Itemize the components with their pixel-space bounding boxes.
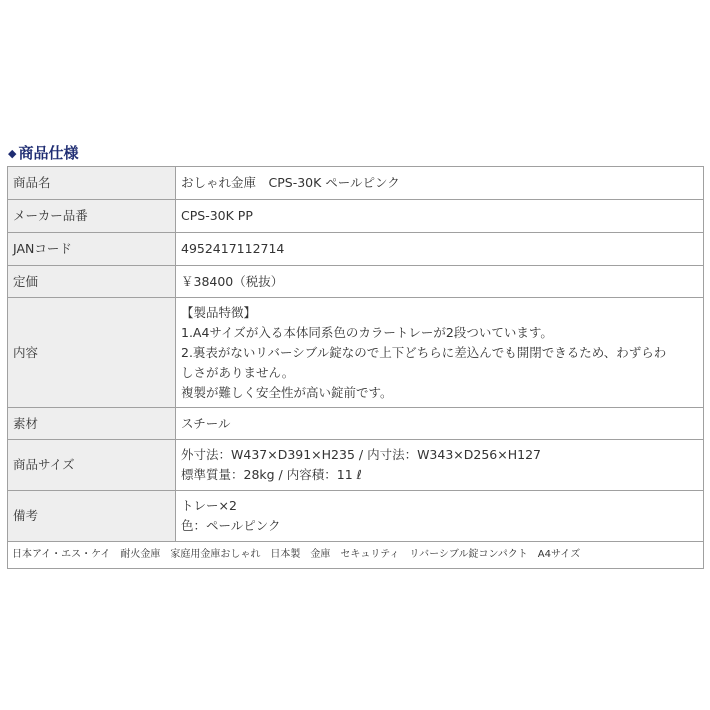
row-label: 商品名 <box>8 167 176 200</box>
row-value <box>176 440 704 491</box>
table-row-remarks <box>8 491 704 542</box>
value-line: しさがありません。 <box>181 364 295 380</box>
table-row-tags <box>8 542 704 569</box>
row-value <box>176 167 704 200</box>
row-value <box>176 298 704 408</box>
tag-keywords: 日本アイ・エス・ケイ 耐火金庫 家庭用金庫おしゃれ 日本製 金庫 セキュリティ リバーシブル錠コンパクト A4サイズ <box>8 542 704 569</box>
table-row-product-name <box>8 167 704 200</box>
row-label: 素材 <box>8 408 176 440</box>
row-label: 備考 <box>8 491 176 542</box>
value-line: トレー×2 <box>181 498 237 513</box>
row-value <box>176 233 704 266</box>
row-value <box>176 408 704 440</box>
diamond-bullet-icon: ◆ <box>8 147 17 160</box>
table-row-jan-code <box>8 233 704 266</box>
row-value <box>176 200 704 233</box>
table-row-model-number <box>8 200 704 233</box>
value-line: CPS-30K PP <box>181 208 253 223</box>
value-line: 色：ペールピンク <box>181 518 281 533</box>
row-label: 内容 <box>8 298 176 408</box>
spec-table <box>7 166 704 569</box>
value-line: 1.A4サイズが入る本体同系色のカラートレーが2段ついています。 <box>181 324 553 340</box>
row-value <box>176 266 704 298</box>
row-label: 定価 <box>8 266 176 298</box>
section-title: 商品仕様 <box>18 144 79 162</box>
section-heading <box>8 141 78 165</box>
table-row-contents <box>8 298 704 408</box>
table-row-material <box>8 408 704 440</box>
row-label: JANコード <box>8 233 176 266</box>
value-line: 【製品特徴】 <box>181 304 257 320</box>
value-line: 外寸法：W437×D391×H235 / 内寸法：W343×D256×H127 <box>181 447 541 462</box>
value-line: 複製が難しく安全性が高い錠前です。 <box>181 384 393 400</box>
row-value <box>176 491 704 542</box>
value-line: 4952417112714 <box>181 241 285 256</box>
value-line: スチール <box>181 415 231 431</box>
value-line: ￥38400（税抜） <box>181 273 284 289</box>
table-row-product-size <box>8 440 704 491</box>
table-row-list-price <box>8 266 704 298</box>
value-line: 標準質量：28kg / 内容積：11 ℓ <box>181 467 362 482</box>
row-label: メーカー品番 <box>8 200 176 233</box>
value-line: おしゃれ金庫 CPS-30K ペールピンク <box>181 175 400 190</box>
value-line: 2.裏表がないリバーシブル錠なので上下どちらに差込んでも開閉できるため、わずらわ <box>181 344 667 360</box>
row-label: 商品サイズ <box>8 440 176 491</box>
